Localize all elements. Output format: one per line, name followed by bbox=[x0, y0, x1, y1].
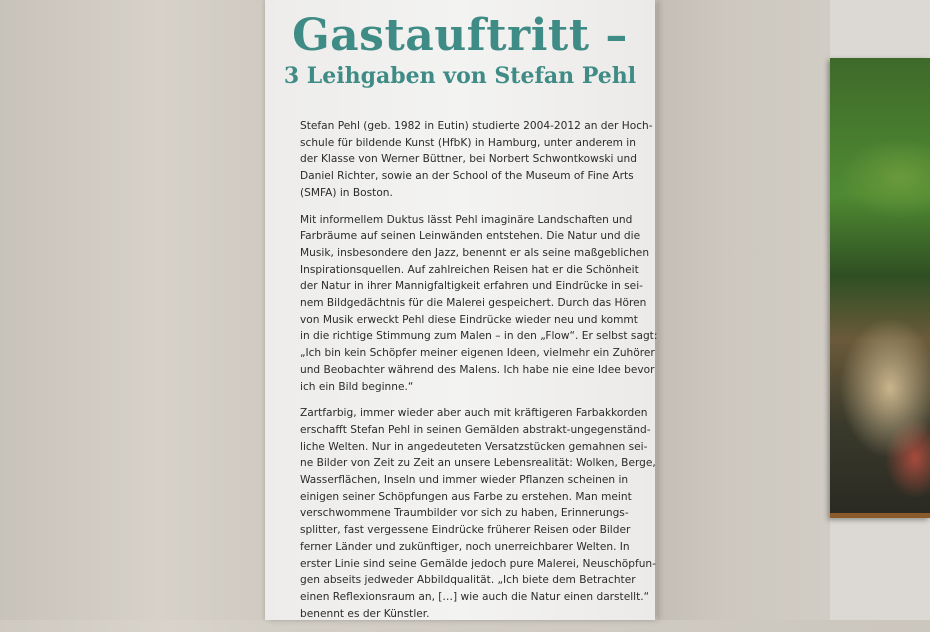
text-line: Wasserflächen, Inseln und immer wieder Pflanzen scheinen in bbox=[300, 474, 629, 487]
text-line: Daniel Richter, sowie an der School of the Museum of Fine Arts bbox=[300, 170, 634, 183]
panel-body-text bbox=[300, 118, 658, 632]
text-line: der Klasse von Werner Büttner, bei Norbert Schwontkowski und bbox=[300, 153, 637, 166]
panel-subtitle: 3 Leihgaben von Stefan Pehl bbox=[283, 63, 637, 89]
text-line: erster Linie sind seine Gemälde jedoch pure Malerei, Neuschöpfun- bbox=[300, 557, 656, 570]
text-line: in die richtige Stimmung zum Malen – in den „Flow“. Er selbst sagt: bbox=[300, 330, 658, 343]
text-line: ne Bilder von Zeit zu Zeit an unsere Lebensrealität: Wolken, Berge, bbox=[300, 457, 656, 470]
text-line: liche Welten. Nur in angedeuteten Versatzstücken gemahnen sei- bbox=[300, 440, 648, 453]
text-line: von Musik erweckt Pehl diese Eindrücke wieder neu und kommt bbox=[300, 313, 638, 326]
text-paragraph bbox=[300, 212, 658, 396]
text-line: Mit informellem Duktus lässt Pehl imaginäre Landschaften und bbox=[300, 213, 633, 226]
text-line: erschafft Stefan Pehl in seinen Gemälden abstrakt-ungegenständ- bbox=[300, 423, 651, 436]
text-line: splitter, fast vergessene Eindrücke früherer Reisen oder Bilder bbox=[300, 524, 631, 537]
text-line: gen abseits jedweder Abbildqualität. „Ich biete dem Betrachter bbox=[300, 574, 636, 587]
text-line: einen Reflexionsraum an, […] wie auch die Natur einen darstellt.“ bbox=[300, 590, 650, 603]
text-line: verschwommene Traumbilder vor sich zu haben, Erinnerungs- bbox=[300, 507, 629, 520]
text-line: der Natur in ihrer Mannigfaltigkeit erfahren und Eindrücke in sei- bbox=[300, 280, 643, 293]
text-line: Zartfarbig, immer wieder aber auch mit kräftigeren Farbakkorden bbox=[300, 407, 648, 420]
text-line: (SMFA) in Boston. bbox=[300, 186, 393, 199]
text-line: Stefan Pehl (geb. 1982 in Eutin) studierte 2004-2012 an der Hoch- bbox=[300, 120, 653, 132]
text-paragraph bbox=[300, 405, 656, 622]
gallery-wall-left bbox=[0, 0, 265, 620]
text-line: Inspirationsquellen. Auf zahlreichen Reisen hat er die Schönheit bbox=[300, 263, 639, 276]
text-line: Farbräume auf seinen Leinwänden entstehen. Die Natur und die bbox=[300, 230, 641, 243]
text-line: nem Bildgedächtnis für die Malerei gespeichert. Durch das Hören bbox=[300, 297, 647, 310]
text-line: benennt es der Künstler. bbox=[300, 607, 430, 620]
gallery-wall-middle bbox=[657, 0, 830, 620]
text-line: und Beobachter während des Malens. Ich habe nie eine Idee bevor bbox=[300, 363, 655, 376]
text-line: ferner Länder und zukünftiger, noch unerreichbarer Welten. In bbox=[300, 540, 630, 553]
text-line: schule für bildende Kunst (HfbK) in Hamburg, unter anderem in bbox=[300, 136, 636, 149]
text-paragraph bbox=[300, 118, 653, 202]
painting-edge bbox=[830, 58, 930, 518]
panel-title: Gastauftritt – bbox=[292, 10, 628, 61]
text-line: ich ein Bild beginne.“ bbox=[300, 380, 414, 393]
text-line: „Ich bin kein Schöpfer meiner eigenen Ideen, vielmehr ein Zuhörer bbox=[300, 347, 655, 360]
text-line: Musik, insbesondere den Jazz, benennt er als seine maßgeblichen bbox=[300, 246, 650, 259]
text-line: einigen seiner Schöpfungen aus Farbe zu erstehen. Man meint bbox=[300, 490, 632, 503]
